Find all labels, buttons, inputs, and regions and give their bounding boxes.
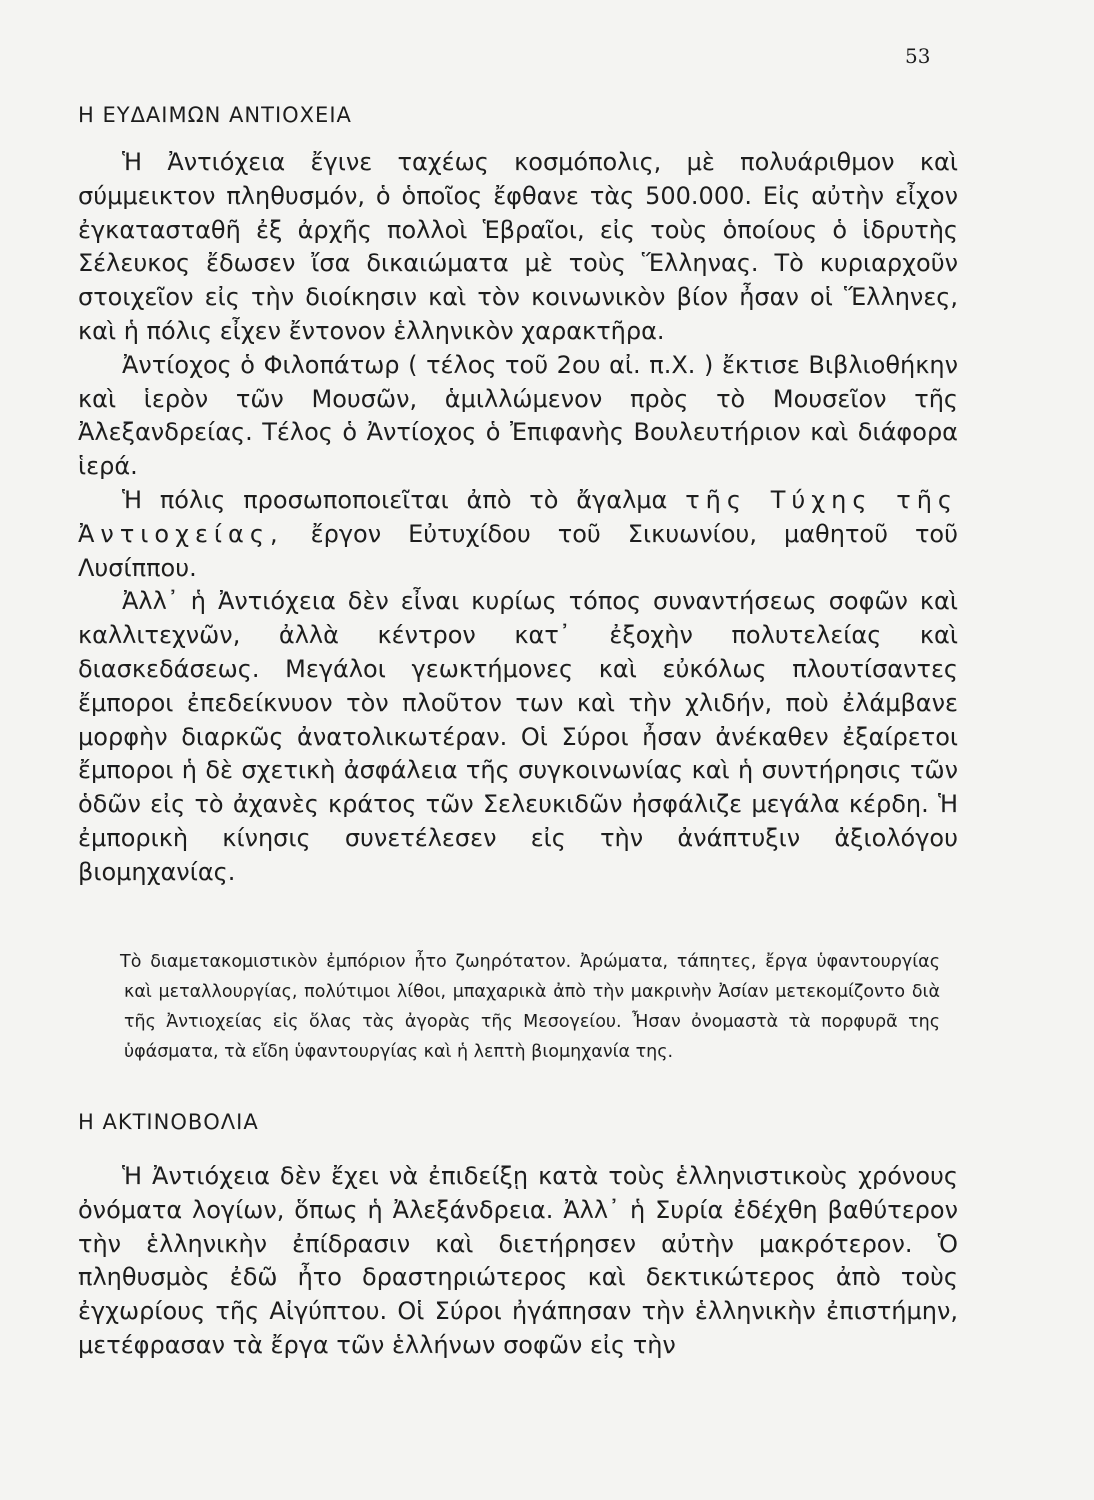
page-number: 53 [905, 44, 931, 68]
paragraph-radiance: Ἡ Ἀντιόχεια δὲν ἔχει νὰ ἐπιδείξῃ κατὰ τοὺς ἑλληνιστικοὺς χρόνους ὀνόματα λογίων, ὅπως ἡ Ἀλεξάνδρεια. Ἀλλ᾿ ἡ Συρία ἐδέχθη βαθύτερον τὴν ἑλληνικὴν ἐπίδρασιν καὶ διετήρησεν αὐτὴν μακρότερον. Ὁ πληθυσμὸς ἐδῶ ἦτο δραστηριώτερος καὶ δεκτικώτερος ἀπὸ τοὺς ἐγχωρίους τῆς Αἰγύπτου. Οἱ Σύροι ἠγάπησαν τὴν ἑλληνικὴν ἐπιστήμην, μετέφρασαν τὰ ἔργα τῶν ἑλλήνων σοφῶν εἰς τὴν [78, 1162, 958, 1359]
footnote-text: Τὸ διαμετακομιστικὸν ἐμπόριον ἦτο ζωηρότατον. Ἀρώματα, τάπητες, ἔργα ὑφαντουργίας καὶ μεταλλουργίας, πολύτιμοι λίθοι, μπαχαρικὰ ἀπὸ τὴν μακρινὴν Ἀσίαν μετεκομίζοντο διὰ τῆς Ἀντιοχείας εἰς ὅλας τὰς ἀγορὰς τῆς Μεσογείου. Ἦσαν ὀνομαστὰ τὰ πορφυρᾶ της ὑφάσματα, τὰ εἴδη ὑφαντουργίας καὶ ἡ λεπτὴ βιομηχανία της. [120, 952, 940, 1062]
footnote-trade [120, 947, 940, 1067]
section-body-eudaimon [78, 146, 958, 890]
section-body-aktinovolia [78, 1160, 958, 1363]
paragraph-tyche [78, 484, 958, 585]
section-heading-aktinovolia: Η ΑΚΤΙΝΟΒΟΛΙΑ [78, 1110, 259, 1134]
section-heading-eudaimon: Η ΕΥΔΑΙΜΩΝ ΑΝΤΙΟΧΕΙΑ [78, 103, 352, 127]
paragraph-population: Ἡ Ἀντιόχεια ἔγινε ταχέως κοσμόπολις, μὲ πολυάριθμον καὶ σύμμεικτον πληθυσμόν, ὁ ὁποῖος ἔφθανε τὰς 500.000. Εἰς αὐτὴν εἶχον ἐγκατασταθῆ ἐξ ἀρχῆς πολλοὶ Ἑβραῖοι, εἰς τοὺς ὁποίους ὁ ἱδρυτὴς Σέλευκος ἔδωσεν ἴσα δικαιώματα μὲ τοὺς Ἕλληνας. Τὸ κυριαρχοῦν στοιχεῖον εἰς τὴν διοίκησιν καὶ τὸν κοινωνικὸν βίον ἦσαν οἱ Ἕλληνες, καὶ ἡ πόλις εἶχεν ἔντονον ἑλληνικὸν χαρακτῆρα. [78, 148, 958, 345]
tyche-lead: Ἡ πόλις προσωποποιεῖται ἀπὸ τὸ ἄγαλμα [122, 485, 668, 514]
paragraph-library: Ἀντίοχος ὁ Φιλοπάτωρ ( τέλος τοῦ 2ου αἰ. π.Χ. ) ἔκτισε Βιβλιοθήκην καὶ ἱερὸν τῶν Μουσῶν, ἁμιλλώμενον πρὸς τὸ Μουσεῖον τῆς Ἀλεξανδρείας. Τέλος ὁ Ἀντίοχος ὁ Ἐπιφανὴς Βουλευτήριον καὶ διάφορα ἱερά. [78, 350, 958, 481]
tyche-rest: ἔργον Εὐτυχίδου τοῦ Σικυωνίου, μαθητοῦ τοῦ Λυσίππου. [78, 519, 959, 582]
paragraph-luxury: Ἀλλ᾿ ἡ Ἀντιόχεια δὲν εἶναι κυρίως τόπος συναντήσεως σοφῶν καὶ καλλιτεχνῶν, ἀλλὰ κέντρον κατ᾿ ἐξοχὴν πολυτελείας καὶ διασκεδάσεως. Μεγάλοι γεωκτήμονες καὶ εὐκόλως πλουτίσαντες ἔμποροι ἐπεδείκνυον τὸν πλοῦτον των καὶ τὴν χλιδήν, ποὺ ἐλάμβανε μορφὴν διαρκῶς ἀνατολικωτέραν. Οἱ Σύροι ἦσαν ἀνέκαθεν ἐξαίρετοι ἔμποροι ἡ δὲ σχετικὴ ἀσφάλεια τῆς συγκοινωνίας καὶ ἡ συντήρησις τῶν ὁδῶν εἰς τὸ ἀχανὲς κράτος τῶν Σελευκιδῶν ἠσφάλιζε μεγάλα κέρδη. Ἡ ἐμπορικὴ κίνησις συνετέλεσεν εἰς τὴν ἀνάπτυξιν ἀξιολόγου βιομηχανίας. [78, 587, 958, 886]
tyche-spaced: τῆς Τύχης τῆς Ἀντιοχείας, [78, 485, 958, 548]
